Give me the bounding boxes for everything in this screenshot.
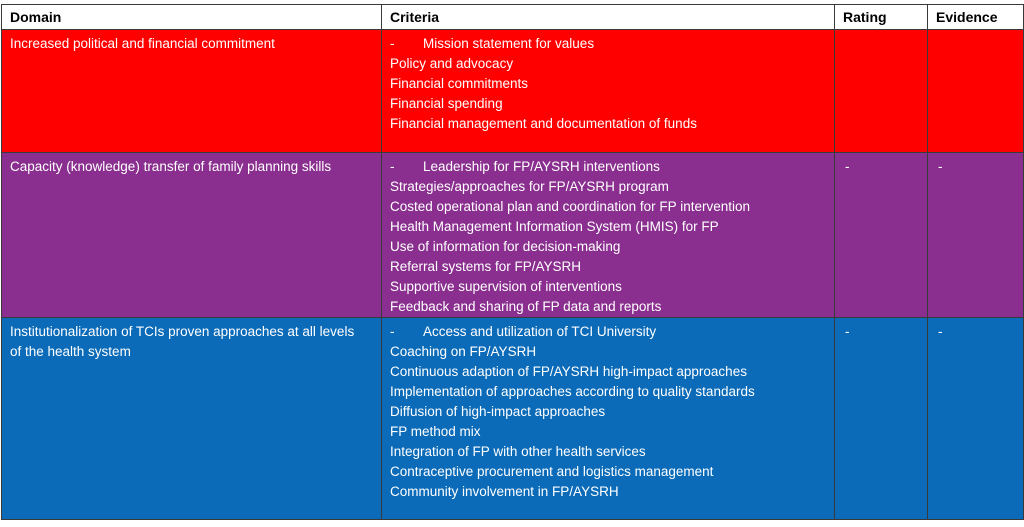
header-evidence: Evidence — [928, 5, 1024, 30]
criteria-cell — [382, 318, 835, 520]
table-row-institutionalization — [2, 318, 1024, 520]
criteria-cell — [382, 30, 835, 153]
criteria-item: Use of information for decision-making — [390, 239, 621, 254]
criteria-item: Costed operational plan and coordination for FP intervention — [390, 199, 750, 214]
criteria-item: Continuous adaption of FP/AYSRH high-impact approaches — [390, 364, 747, 379]
rating-cell: - — [835, 153, 928, 318]
criteria-item: Policy and advocacy — [390, 56, 514, 71]
evidence-cell — [928, 30, 1024, 153]
criteria-item: Health Management Information System (HMIS) for FP — [390, 219, 719, 234]
domain-text: Capacity (knowledge) transfer of family planning skills — [10, 159, 332, 174]
table-row-capacity-transfer — [2, 153, 1024, 318]
criteria-item: Integration of FP with other health services — [390, 444, 646, 459]
domain-cell — [2, 30, 382, 153]
domain-cell — [2, 153, 382, 318]
domain-text: Increased political and financial commitment — [10, 36, 275, 51]
list-marker: - — [390, 159, 395, 174]
criteria-list — [390, 34, 834, 134]
list-marker: - — [390, 36, 395, 51]
table-row-political-commitment — [2, 30, 1024, 153]
list-marker: - — [390, 324, 395, 339]
header-criteria: Criteria — [382, 5, 835, 30]
criteria-item: Contraceptive procurement and logistics management — [390, 464, 714, 479]
criteria-cell — [382, 153, 835, 318]
criteria-item: Supportive supervision of interventions — [390, 279, 622, 294]
rating-cell — [835, 30, 928, 153]
assessment-table — [1, 4, 1024, 520]
criteria-list — [390, 157, 834, 317]
evidence-cell: - — [928, 153, 1024, 318]
domain-cell — [2, 318, 382, 520]
criteria-item: Implementation of approaches according to quality standards — [390, 384, 755, 399]
domain-text: Institutionalization of TCIs proven approaches at all levels of the health system — [10, 324, 355, 359]
criteria-item: Strategies/approaches for FP/AYSRH program — [390, 179, 669, 194]
header-rating: Rating — [835, 5, 928, 30]
header-domain: Domain — [2, 5, 382, 30]
criteria-item: Coaching on FP/AYSRH — [390, 344, 537, 359]
criteria-item: Financial management and documentation of funds — [390, 116, 697, 131]
criteria-item: Financial commitments — [390, 76, 529, 91]
criteria-item: Feedback and sharing of FP data and reports — [390, 299, 662, 314]
criteria-item: Referral systems for FP/AYSRH — [390, 259, 582, 274]
rating-cell: - — [835, 318, 928, 520]
criteria-item: Community involvement in FP/AYSRH — [390, 484, 619, 499]
criteria-list — [390, 322, 834, 502]
criteria-item: Diffusion of high-impact approaches — [390, 404, 606, 419]
criteria-item: Financial spending — [390, 96, 503, 111]
evidence-cell: - — [928, 318, 1024, 520]
criteria-item: - Leadership for FP/AYSRH interventions — [390, 157, 834, 177]
criteria-item: FP method mix — [390, 424, 481, 439]
criteria-item: - Mission statement for values — [390, 34, 834, 54]
header-row — [2, 5, 1024, 30]
criteria-item: - Access and utilization of TCI University — [390, 322, 834, 342]
